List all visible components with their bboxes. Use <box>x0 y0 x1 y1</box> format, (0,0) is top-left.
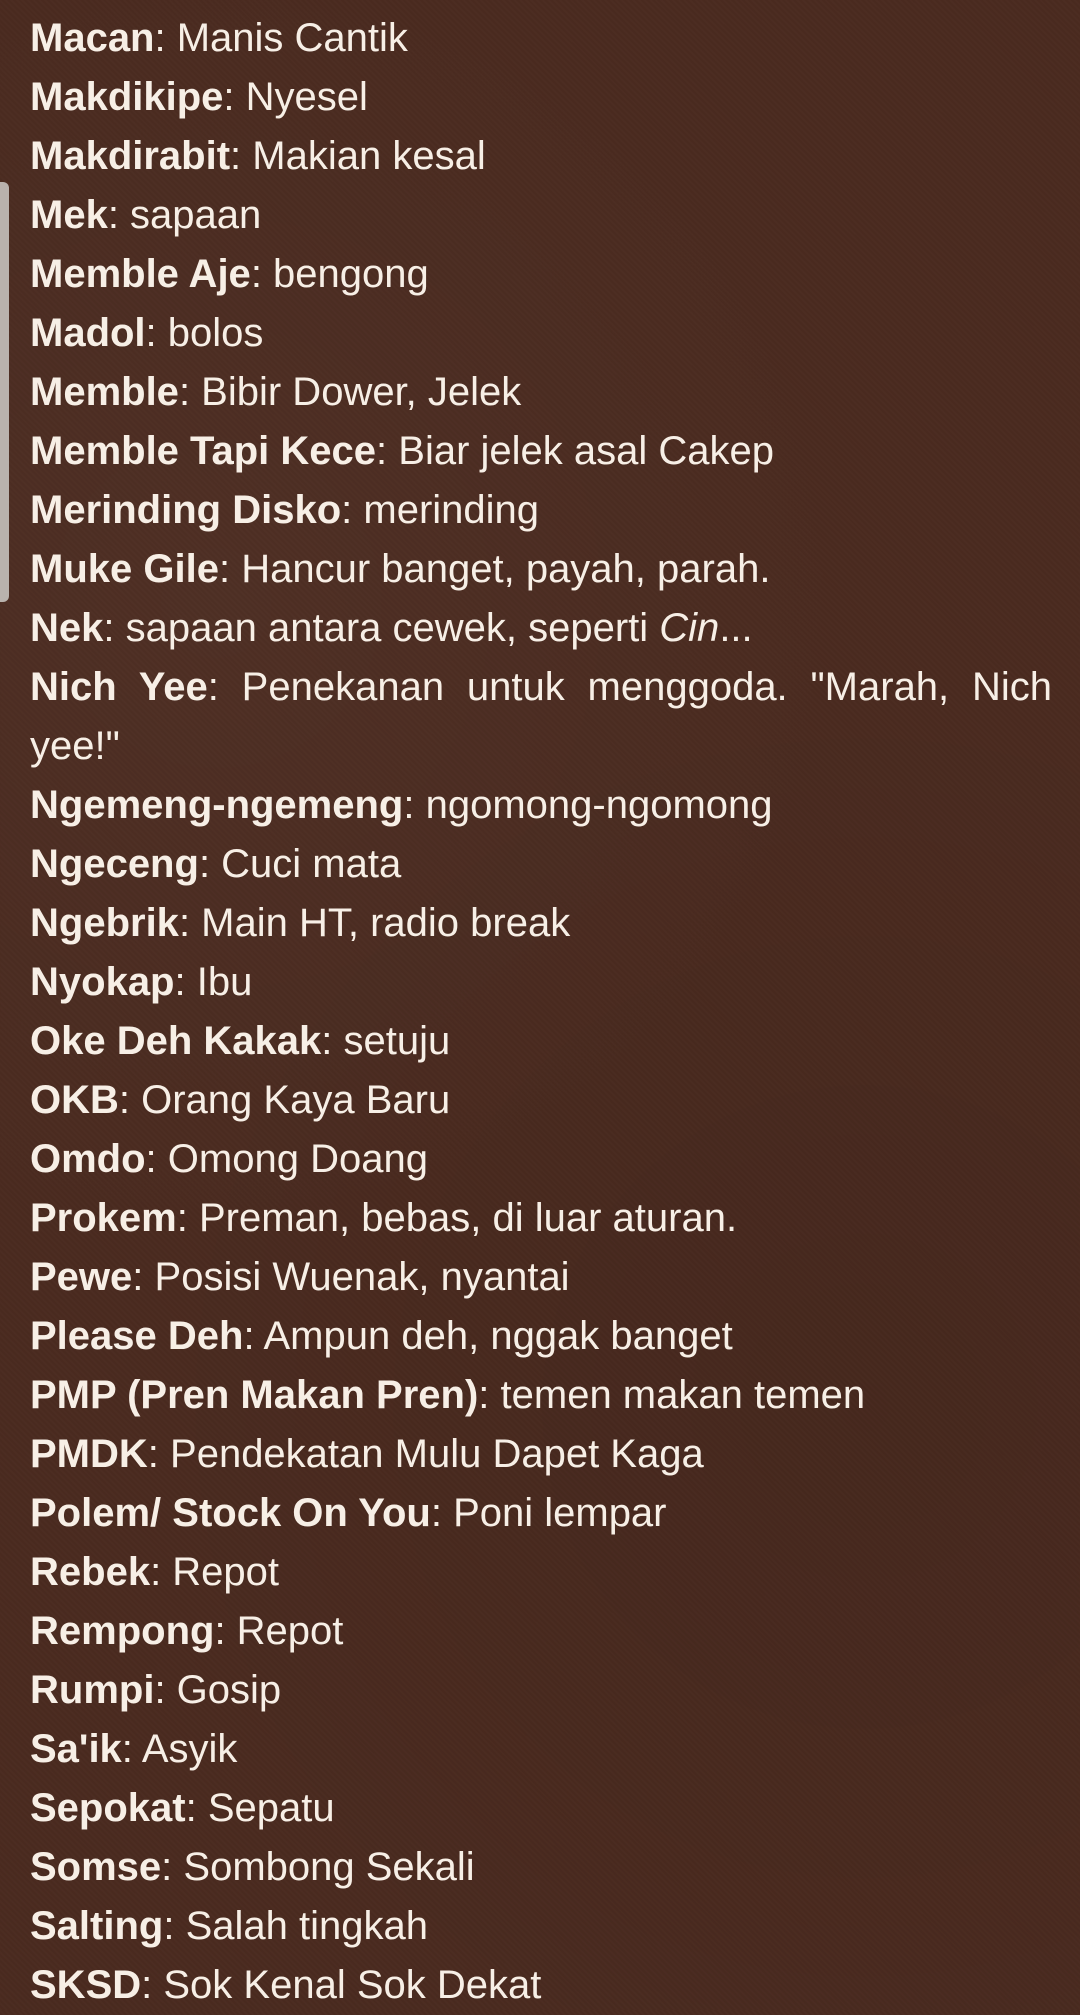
glossary-term: Madol <box>30 311 146 355</box>
glossary-definition: Makian kesal <box>252 134 486 178</box>
glossary-entry <box>30 540 1052 599</box>
glossary-term: PMP (Pren Makan Pren) <box>30 1373 479 1417</box>
glossary-entry <box>30 1366 1052 1425</box>
term-separator: : <box>163 1904 186 1948</box>
glossary-term: Ngemeng-ngemeng <box>30 783 404 827</box>
term-separator: : <box>341 488 364 532</box>
glossary-term: Pewe <box>30 1255 133 1299</box>
term-separator: : <box>321 1019 344 1063</box>
glossary-entry <box>30 658 1052 776</box>
glossary-definition: Biar jelek asal Cakep <box>398 429 775 473</box>
glossary-entry <box>30 835 1052 894</box>
glossary-entry <box>30 1248 1052 1307</box>
glossary-definition <box>126 606 753 650</box>
glossary-entry <box>30 481 1052 540</box>
glossary-definition: Posisi Wuenak, nyantai <box>154 1255 570 1299</box>
term-separator: : <box>207 665 242 709</box>
glossary-entry <box>30 1189 1052 1248</box>
glossary-term: Merinding Disko <box>30 488 342 532</box>
glossary-term: Please Deh <box>30 1314 244 1358</box>
term-separator: : <box>214 1609 237 1653</box>
glossary-definition: Ibu <box>196 960 253 1004</box>
term-separator: : <box>250 252 274 296</box>
glossary-term: Mek <box>30 193 108 237</box>
term-separator: : <box>176 1196 199 1240</box>
glossary-definition: Hancur banget, payah, parah. <box>241 547 771 591</box>
glossary-term: Oke Deh Kakak <box>30 1019 322 1063</box>
term-separator: : <box>154 1668 177 1712</box>
glossary-definition: Sombong Sekali <box>183 1845 475 1889</box>
glossary-definition: Repot <box>236 1609 344 1653</box>
glossary-term: SKSD <box>30 1963 142 2007</box>
glossary-definition: Sok Kenal Sok Dekat <box>163 1963 542 2007</box>
glossary-entry <box>30 1307 1052 1366</box>
term-separator: : <box>141 1963 164 2007</box>
term-separator: : <box>178 901 202 945</box>
glossary-definition: Omong Doang <box>167 1137 428 1181</box>
glossary-definition: Manis Cantik <box>176 16 408 60</box>
term-separator: : <box>174 960 197 1004</box>
glossary-term: Rebek <box>30 1550 151 1594</box>
glossary-definition: Penekanan untuk menggoda. "Marah, Nich yee!" <box>30 665 1052 768</box>
glossary-term: Macan <box>30 16 155 60</box>
glossary-definition: Poni lempar <box>453 1491 667 1535</box>
glossary-entry <box>30 1425 1052 1484</box>
term-separator: : <box>118 1078 142 1122</box>
term-separator: : <box>121 1727 142 1771</box>
glossary-entry <box>30 68 1052 127</box>
glossary-definition: bolos <box>167 311 264 355</box>
glossary-entry <box>30 1956 1052 2015</box>
glossary-definition: bengong <box>273 252 429 296</box>
glossary-term: Prokem <box>30 1196 177 1240</box>
glossary-definition: Asyik <box>141 1727 238 1771</box>
term-separator: : <box>132 1255 155 1299</box>
term-separator: : <box>403 783 426 827</box>
glossary-definition: Pendekatan Mulu Dapet Kaga <box>170 1432 704 1476</box>
term-separator: : <box>376 429 399 473</box>
glossary-entry <box>30 245 1052 304</box>
glossary-definition: Sepatu <box>207 1786 335 1830</box>
definition-italic: Cin <box>659 606 720 650</box>
glossary-term: Nek <box>30 606 104 650</box>
glossary-entry <box>30 1484 1052 1543</box>
glossary-definition: Orang Kaya Baru <box>141 1078 451 1122</box>
glossary-entry <box>30 1838 1052 1897</box>
glossary-entry <box>30 1720 1052 1779</box>
term-separator: : <box>154 16 177 60</box>
term-separator: : <box>223 75 246 119</box>
glossary-term: Makdirabit <box>30 134 231 178</box>
glossary-entry <box>30 304 1052 363</box>
glossary-entry <box>30 363 1052 422</box>
glossary-term: Memble Aje <box>30 252 251 296</box>
glossary-entry <box>30 1661 1052 1720</box>
glossary-entry <box>30 1779 1052 1838</box>
glossary-term: Rumpi <box>30 1668 155 1712</box>
glossary-definition: sapaan <box>130 193 262 237</box>
term-separator: : <box>147 1432 171 1476</box>
glossary-entry <box>30 1012 1052 1071</box>
glossary-definition: Gosip <box>176 1668 282 1712</box>
glossary-term: Salting <box>30 1904 164 1948</box>
glossary-term: Memble <box>30 370 179 414</box>
term-separator: : <box>145 1137 168 1181</box>
glossary-entry <box>30 1543 1052 1602</box>
glossary-term: PMDK <box>30 1432 148 1476</box>
glossary-entry <box>30 953 1052 1012</box>
glossary-term: OKB <box>30 1078 119 1122</box>
term-separator: : <box>107 193 131 237</box>
term-separator: : <box>198 842 222 886</box>
glossary-term: Memble Tapi Kece <box>30 429 377 473</box>
glossary-term: Polem/ Stock On You <box>30 1491 431 1535</box>
glossary-term: Sepokat <box>30 1786 186 1830</box>
glossary-definition: temen makan temen <box>500 1373 866 1417</box>
term-separator: : <box>161 1845 184 1889</box>
glossary-entry <box>30 776 1052 835</box>
glossary-definition: Nyesel <box>245 75 368 119</box>
glossary-definition: Preman, bebas, di luar aturan. <box>198 1196 738 1240</box>
slang-glossary-list <box>30 9 1052 2015</box>
term-separator: : <box>218 547 242 591</box>
term-separator: : <box>150 1550 173 1594</box>
glossary-definition: Repot <box>172 1550 280 1594</box>
glossary-entry <box>30 1602 1052 1661</box>
term-separator: : <box>230 134 253 178</box>
glossary-term: Muke Gile <box>30 547 219 591</box>
glossary-definition: Main HT, radio break <box>201 901 571 945</box>
glossary-entry <box>30 186 1052 245</box>
glossary-entry <box>30 422 1052 481</box>
term-separator: : <box>145 311 168 355</box>
term-separator: : <box>178 370 202 414</box>
glossary-definition: Cuci mata <box>221 842 402 886</box>
glossary-term: Omdo <box>30 1137 146 1181</box>
glossary-term: Nich Yee <box>30 665 208 709</box>
glossary-term: Ngebrik <box>30 901 179 945</box>
glossary-term: Nyokap <box>30 960 175 1004</box>
glossary-definition: Ampun deh, nggak banget <box>263 1314 733 1358</box>
term-separator: : <box>478 1373 501 1417</box>
glossary-entry <box>30 127 1052 186</box>
definition-text: sapaan antara cewek, seperti <box>125 606 660 650</box>
glossary-term: Rempong <box>30 1609 215 1653</box>
glossary-entry <box>30 1897 1052 1956</box>
term-separator: : <box>185 1786 208 1830</box>
glossary-entry <box>30 1130 1052 1189</box>
glossary-definition: Bibir Dower, Jelek <box>201 370 522 414</box>
scrollbar[interactable] <box>0 182 9 602</box>
term-separator: : <box>243 1314 264 1358</box>
glossary-term: Sa'ik <box>30 1727 122 1771</box>
glossary-entry <box>30 599 1052 658</box>
definition-suffix: ... <box>719 606 753 650</box>
glossary-definition: merinding <box>363 488 540 532</box>
glossary-definition: Salah tingkah <box>185 1904 428 1948</box>
term-separator: : <box>430 1491 454 1535</box>
glossary-term: Ngeceng <box>30 842 199 886</box>
glossary-entry <box>30 1071 1052 1130</box>
glossary-definition: ngomong-ngomong <box>425 783 773 827</box>
glossary-entry <box>30 894 1052 953</box>
glossary-term: Somse <box>30 1845 162 1889</box>
glossary-entry <box>30 9 1052 68</box>
glossary-definition: setuju <box>343 1019 451 1063</box>
glossary-term: Makdikipe <box>30 75 224 119</box>
term-separator: : <box>103 606 126 650</box>
